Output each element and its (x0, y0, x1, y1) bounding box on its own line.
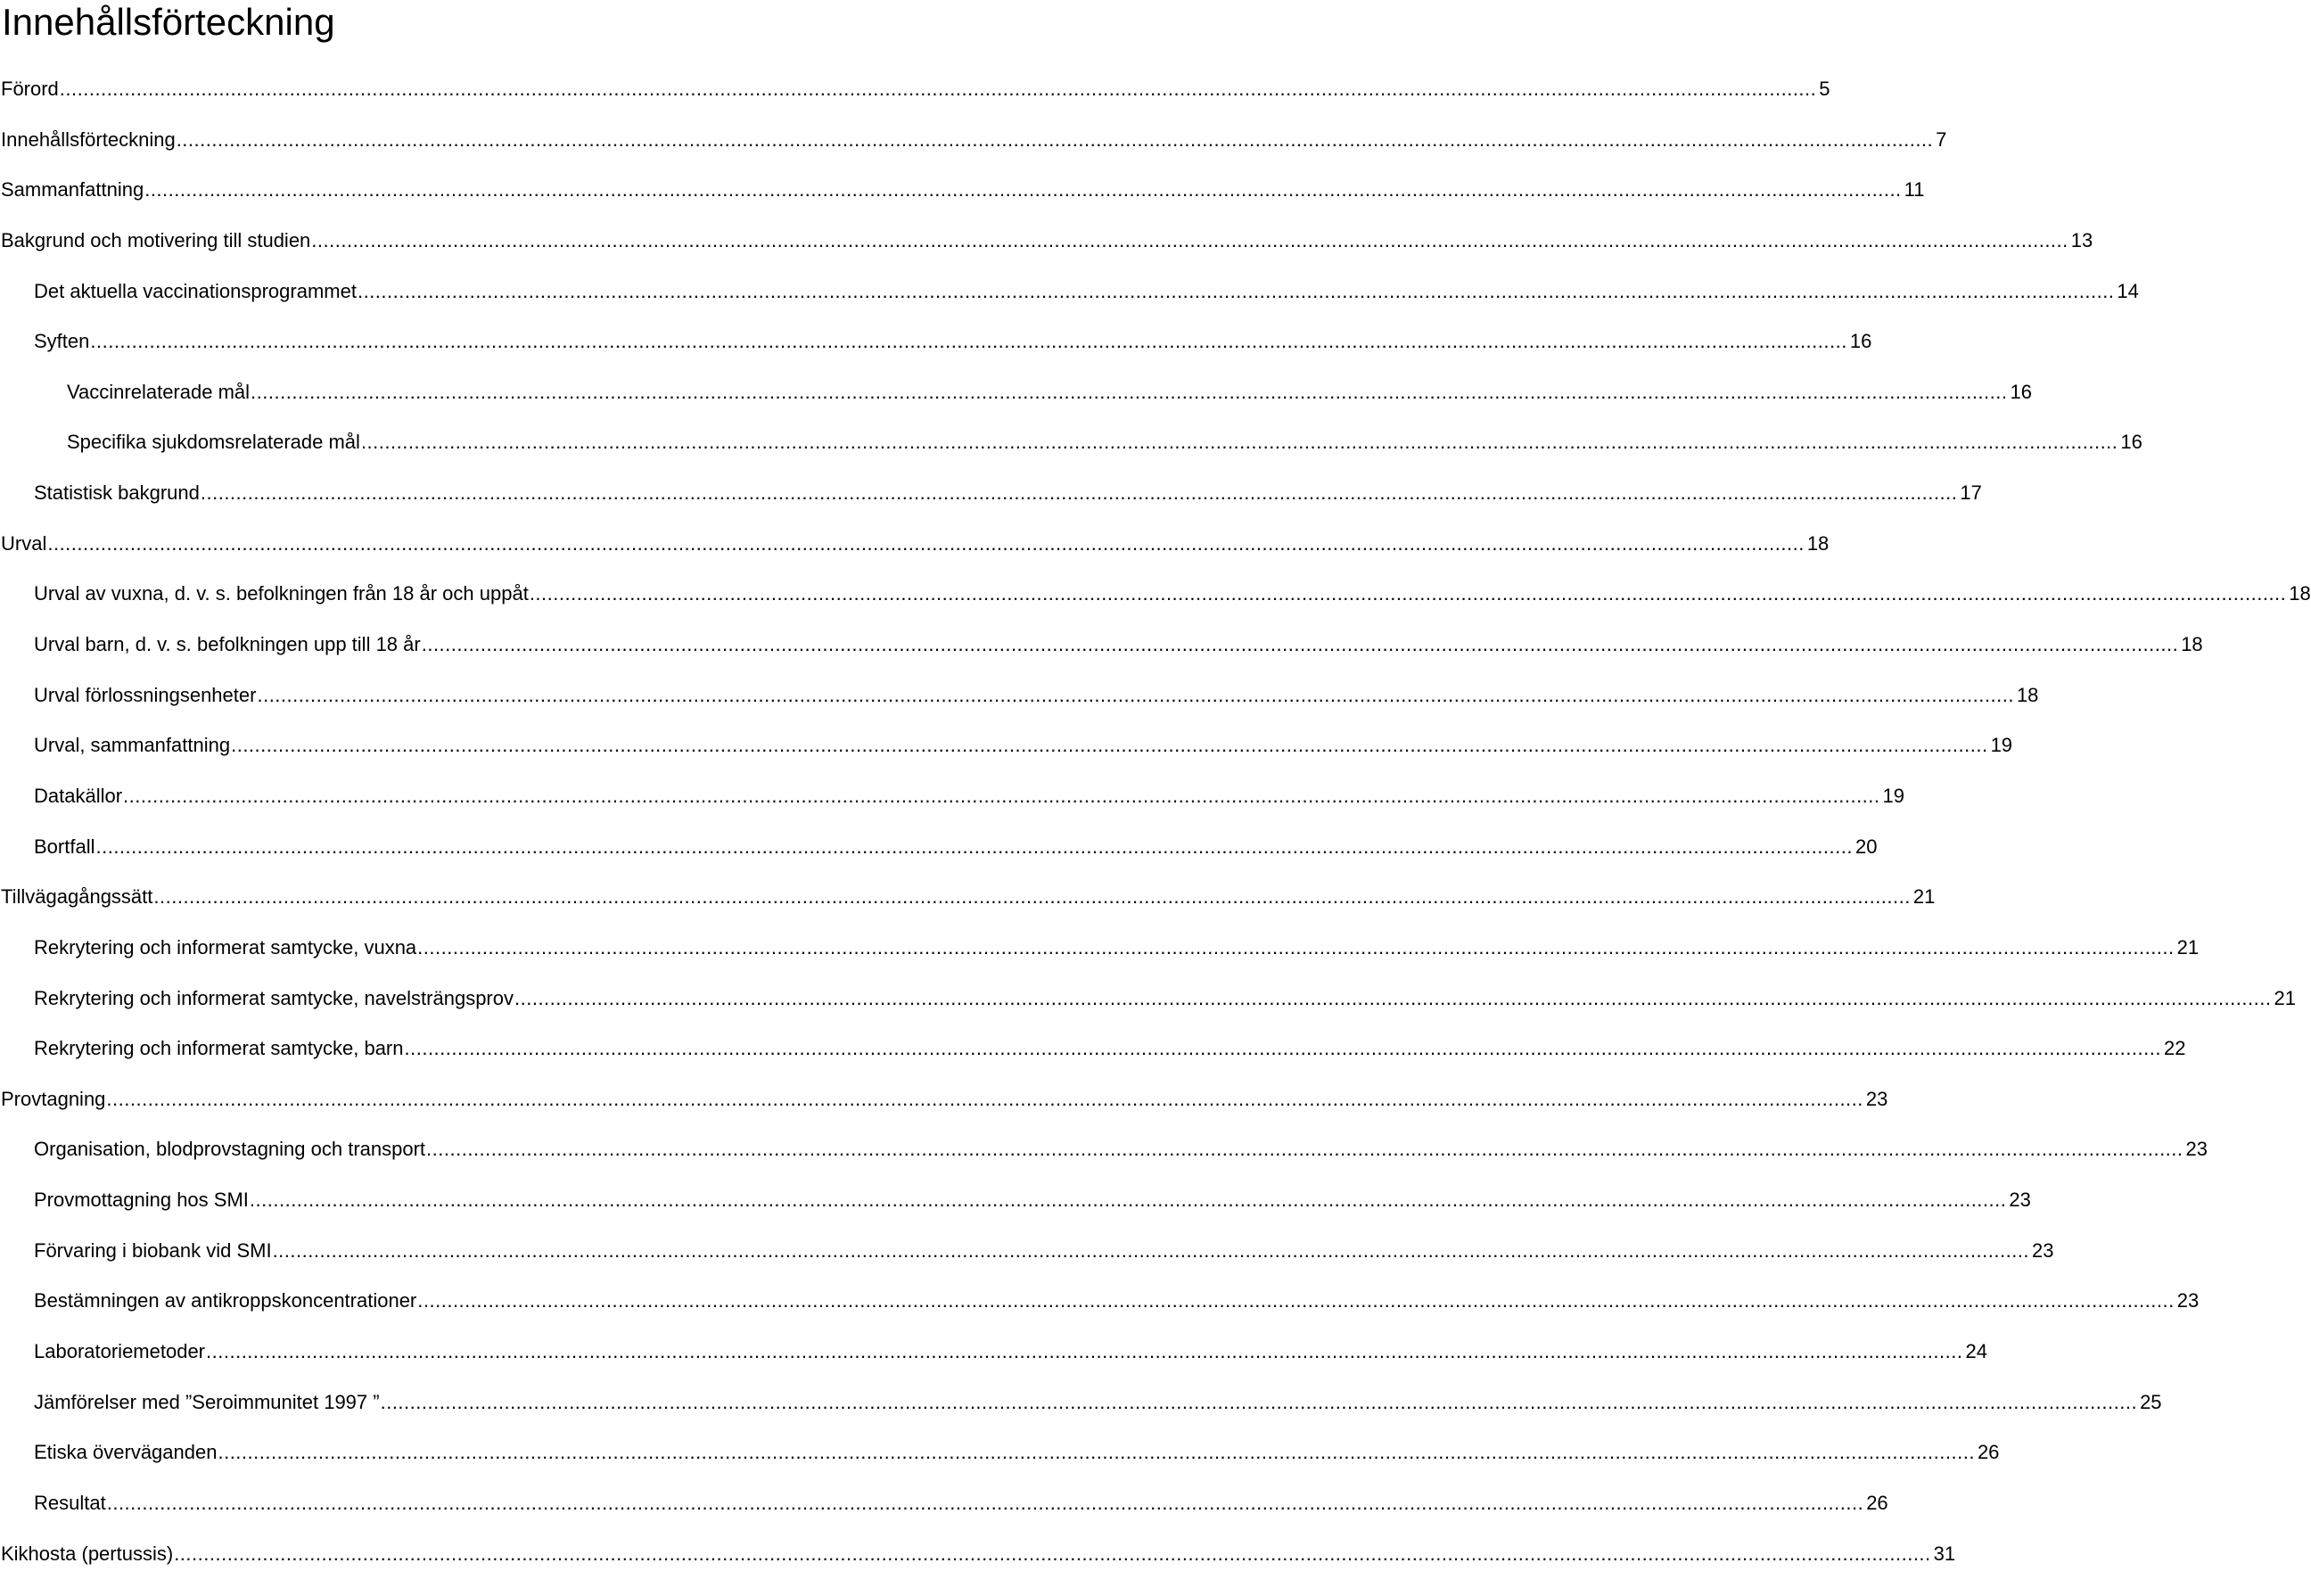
toc-page-number: 7 (1936, 128, 1947, 151)
toc-page-number: 18 (2016, 683, 2039, 706)
toc-page-number: 21 (2176, 935, 2200, 958)
toc-entry-label: Bortfall (34, 835, 95, 858)
toc-entry[interactable] (0, 1541, 1956, 1592)
toc-entry[interactable] (0, 934, 2200, 985)
toc-page-number: 24 (1965, 1340, 1987, 1363)
toc-entry-label: Urval, sammanfattning (34, 734, 231, 757)
toc-dot-leader: .......................................................................................................................................................................................................................................................................................................... (106, 1491, 1864, 1514)
toc-dot-leader: .......................................................................................................................................................................................................................................................................................................... (176, 128, 1934, 151)
toc-entry-label: Förvaring i biobank vid SMI (34, 1238, 272, 1262)
toc-dot-leader: .......................................................................................................................................................................................................................................................................................................... (380, 1390, 2138, 1413)
toc-entry-label: Urval av vuxna, d. v. s. befolkningen från 18 år och uppåt (34, 582, 529, 605)
toc-entry-label: Urval (1, 531, 47, 555)
toc-dot-leader: .......................................................................................................................................................................................................................................................................................................... (47, 531, 1805, 555)
page-title: Innehållsförteckning (2, 1, 335, 43)
toc-entry[interactable] (0, 985, 2296, 1036)
toc-dot-leader: .......................................................................................................................................................................................................................................................................................................... (529, 582, 2287, 605)
toc-page-number: 17 (1960, 481, 1982, 505)
toc-entry[interactable] (0, 1338, 1987, 1389)
toc-entry[interactable] (0, 1136, 2208, 1187)
toc-entry[interactable] (0, 1287, 2200, 1338)
toc-dot-leader: .......................................................................................................................................................................................................................................................................................................... (123, 784, 1880, 807)
toc-dot-leader: .......................................................................................................................................................................................................................................................................................................... (417, 1289, 2175, 1312)
toc-page-number: 16 (2010, 380, 2032, 403)
toc-dot-leader: .......................................................................................................................................................................................................................................................................................................... (272, 1238, 2030, 1262)
toc-page-number: 16 (2120, 431, 2142, 454)
toc-dot-leader: .......................................................................................................................................................................................................................................................................................................... (59, 78, 1817, 100)
toc-entry-label: Bakgrund och motivering till studien (1, 228, 311, 251)
toc-entry-label: Syften (34, 330, 90, 353)
toc-entry-label: Provmottagning hos SMI (34, 1189, 249, 1212)
toc-page-number: 26 (1977, 1441, 2000, 1464)
toc-page-number: 18 (2181, 633, 2203, 656)
toc-entry[interactable] (0, 328, 1872, 379)
toc-dot-leader: .......................................................................................................................................................................................................................................................................................................... (144, 178, 1902, 202)
toc-page-number: 23 (2009, 1189, 2031, 1212)
toc-entry[interactable] (0, 1238, 2054, 1288)
toc-page-number: 11 (1904, 178, 1925, 202)
toc-entry-label: Etiska överväganden (34, 1441, 218, 1464)
toc-page-number: 14 (2117, 279, 2139, 302)
toc-dot-leader: .......................................................................................................................................................................................................................................................................................................... (231, 734, 1988, 757)
toc-entry-label: Bestämningen av antikroppskoncentrationer (34, 1289, 417, 1312)
toc-dot-leader: .......................................................................................................................................................................................................................................................................................................... (404, 1037, 2161, 1060)
toc-dot-leader: .......................................................................................................................................................................................................................................................................................................... (360, 431, 2118, 454)
toc-entry[interactable] (0, 1187, 2031, 1238)
toc-entry[interactable] (0, 884, 1936, 934)
toc-dot-leader: .......................................................................................................................................................................................................................................................................................................... (200, 481, 1958, 505)
toc-page-number: 21 (1912, 885, 1936, 909)
toc-dot-leader: .......................................................................................................................................................................................................................................................................................................... (357, 279, 2115, 302)
toc-entry-label: Laboratoriemetoder (34, 1340, 206, 1363)
toc-dot-leader: .......................................................................................................................................................................................................................................................................................................... (174, 1542, 1931, 1565)
toc-entry[interactable] (0, 1086, 1888, 1137)
toc-dot-leader: .......................................................................................................................................................................................................................................................................................................... (426, 1138, 2184, 1161)
toc-entry-label: Det aktuella vaccinationsprogrammet (34, 279, 357, 302)
toc-dot-leader: .......................................................................................................................................................................................................................................................................................................... (311, 228, 2068, 251)
toc-dot-leader: .......................................................................................................................................................................................................................................................................................................... (106, 1087, 1863, 1110)
toc-entry-label: Förord (1, 78, 59, 100)
toc-entry[interactable] (0, 177, 1925, 227)
toc-entry[interactable] (0, 480, 1982, 531)
toc-dot-leader: .......................................................................................................................................................................................................................................................................................................... (153, 885, 1911, 909)
toc-entry[interactable] (0, 1389, 2162, 1440)
toc-dot-leader: .......................................................................................................................................................................................................................................................................................................... (206, 1340, 1963, 1363)
toc-dot-leader: .......................................................................................................................................................................................................................................................................................................... (90, 330, 1847, 353)
toc-entry[interactable] (0, 429, 2142, 480)
toc-page-number: 23 (2176, 1289, 2200, 1312)
toc-entry[interactable] (0, 1490, 1888, 1541)
toc-page-number: 23 (2185, 1138, 2208, 1161)
toc-entry-label: Tillvägagångssätt (1, 885, 153, 909)
toc-entry-label: Organisation, blodprovstagning och transport (34, 1138, 426, 1161)
toc-dot-leader: .......................................................................................................................................................................................................................................................................................................... (251, 380, 2008, 403)
toc-entry[interactable] (0, 76, 1830, 127)
toc-entry[interactable] (0, 580, 2311, 631)
toc-page-number: 19 (1882, 784, 1904, 807)
toc-entry-label: Resultat (34, 1491, 106, 1514)
toc-dot-leader: .......................................................................................................................................................................................................................................................................................................... (421, 633, 2179, 656)
toc-dot-leader: .......................................................................................................................................................................................................................................................................................................... (417, 935, 2175, 958)
toc-page-number: 19 (1990, 734, 2013, 757)
toc-page-number: 23 (2032, 1238, 2054, 1262)
toc-entry[interactable] (0, 1035, 2186, 1086)
toc-entry[interactable] (0, 834, 1878, 884)
toc-entry-label: Provtagning (1, 1087, 106, 1110)
toc-entry-label: Jämförelser med ”Seroimmunitet 1997 ” (34, 1390, 380, 1413)
toc-page-number: 26 (1866, 1491, 1888, 1514)
toc-entry-label: Rekrytering och informerat samtycke, barn (34, 1037, 404, 1060)
toc-entry[interactable] (0, 227, 2093, 278)
toc-entry-label: Innehållsförteckning (1, 128, 176, 151)
toc-entry[interactable] (0, 682, 2039, 733)
toc-entry-label: Rekrytering och informerat samtycke, navelsträngsprov (34, 986, 514, 1009)
toc-page-number: 21 (2274, 986, 2296, 1009)
toc-entry-label: Urval förlossningsenheter (34, 683, 257, 706)
toc-dot-leader: .......................................................................................................................................................................................................................................................................................................... (95, 835, 1853, 858)
toc-page-number: 22 (2163, 1037, 2186, 1060)
toc-entry[interactable] (0, 531, 1830, 581)
toc-dot-leader: .......................................................................................................................................................................................................................................................................................................... (249, 1189, 2007, 1212)
toc-entry[interactable] (0, 379, 2032, 430)
toc-entry-label: Statistisk bakgrund (34, 481, 200, 505)
toc-entry[interactable] (0, 783, 1904, 834)
toc-entry[interactable] (0, 278, 2139, 329)
table-of-contents (0, 76, 2311, 1591)
toc-entry[interactable] (0, 1439, 2000, 1490)
toc-entry[interactable] (0, 732, 2013, 783)
toc-page-number: 20 (1855, 835, 1878, 858)
toc-entry-label: Vaccinrelaterade mål (67, 380, 251, 403)
toc-entry[interactable] (0, 127, 1947, 177)
toc-entry-label: Sammanfattning (1, 178, 144, 202)
toc-dot-leader: .......................................................................................................................................................................................................................................................................................................... (514, 986, 2272, 1009)
toc-page-number: 13 (2070, 228, 2093, 251)
toc-entry[interactable] (0, 631, 2203, 682)
toc-page-number: 18 (1806, 531, 1830, 555)
toc-page-number: 25 (2140, 1390, 2162, 1413)
toc-entry-label: Specifika sjukdomsrelaterade mål (67, 431, 360, 454)
toc-entry-label: Kikhosta (pertussis) (1, 1542, 174, 1565)
toc-entry-label: Urval barn, d. v. s. befolkningen upp till 18 år (34, 633, 421, 656)
toc-entry-label: Rekrytering och informerat samtycke, vuxna (34, 935, 417, 958)
toc-dot-leader: .......................................................................................................................................................................................................................................................................................................... (257, 683, 2014, 706)
toc-dot-leader: .......................................................................................................................................................................................................................................................................................................... (218, 1441, 1975, 1464)
toc-page-number: 18 (2289, 582, 2311, 605)
toc-page-number: 16 (1849, 330, 1872, 353)
toc-page-number: 23 (1865, 1087, 1888, 1110)
toc-entry-label: Datakällor (34, 784, 123, 807)
toc-page-number: 31 (1933, 1542, 1956, 1565)
toc-page-number: 5 (1819, 78, 1830, 100)
